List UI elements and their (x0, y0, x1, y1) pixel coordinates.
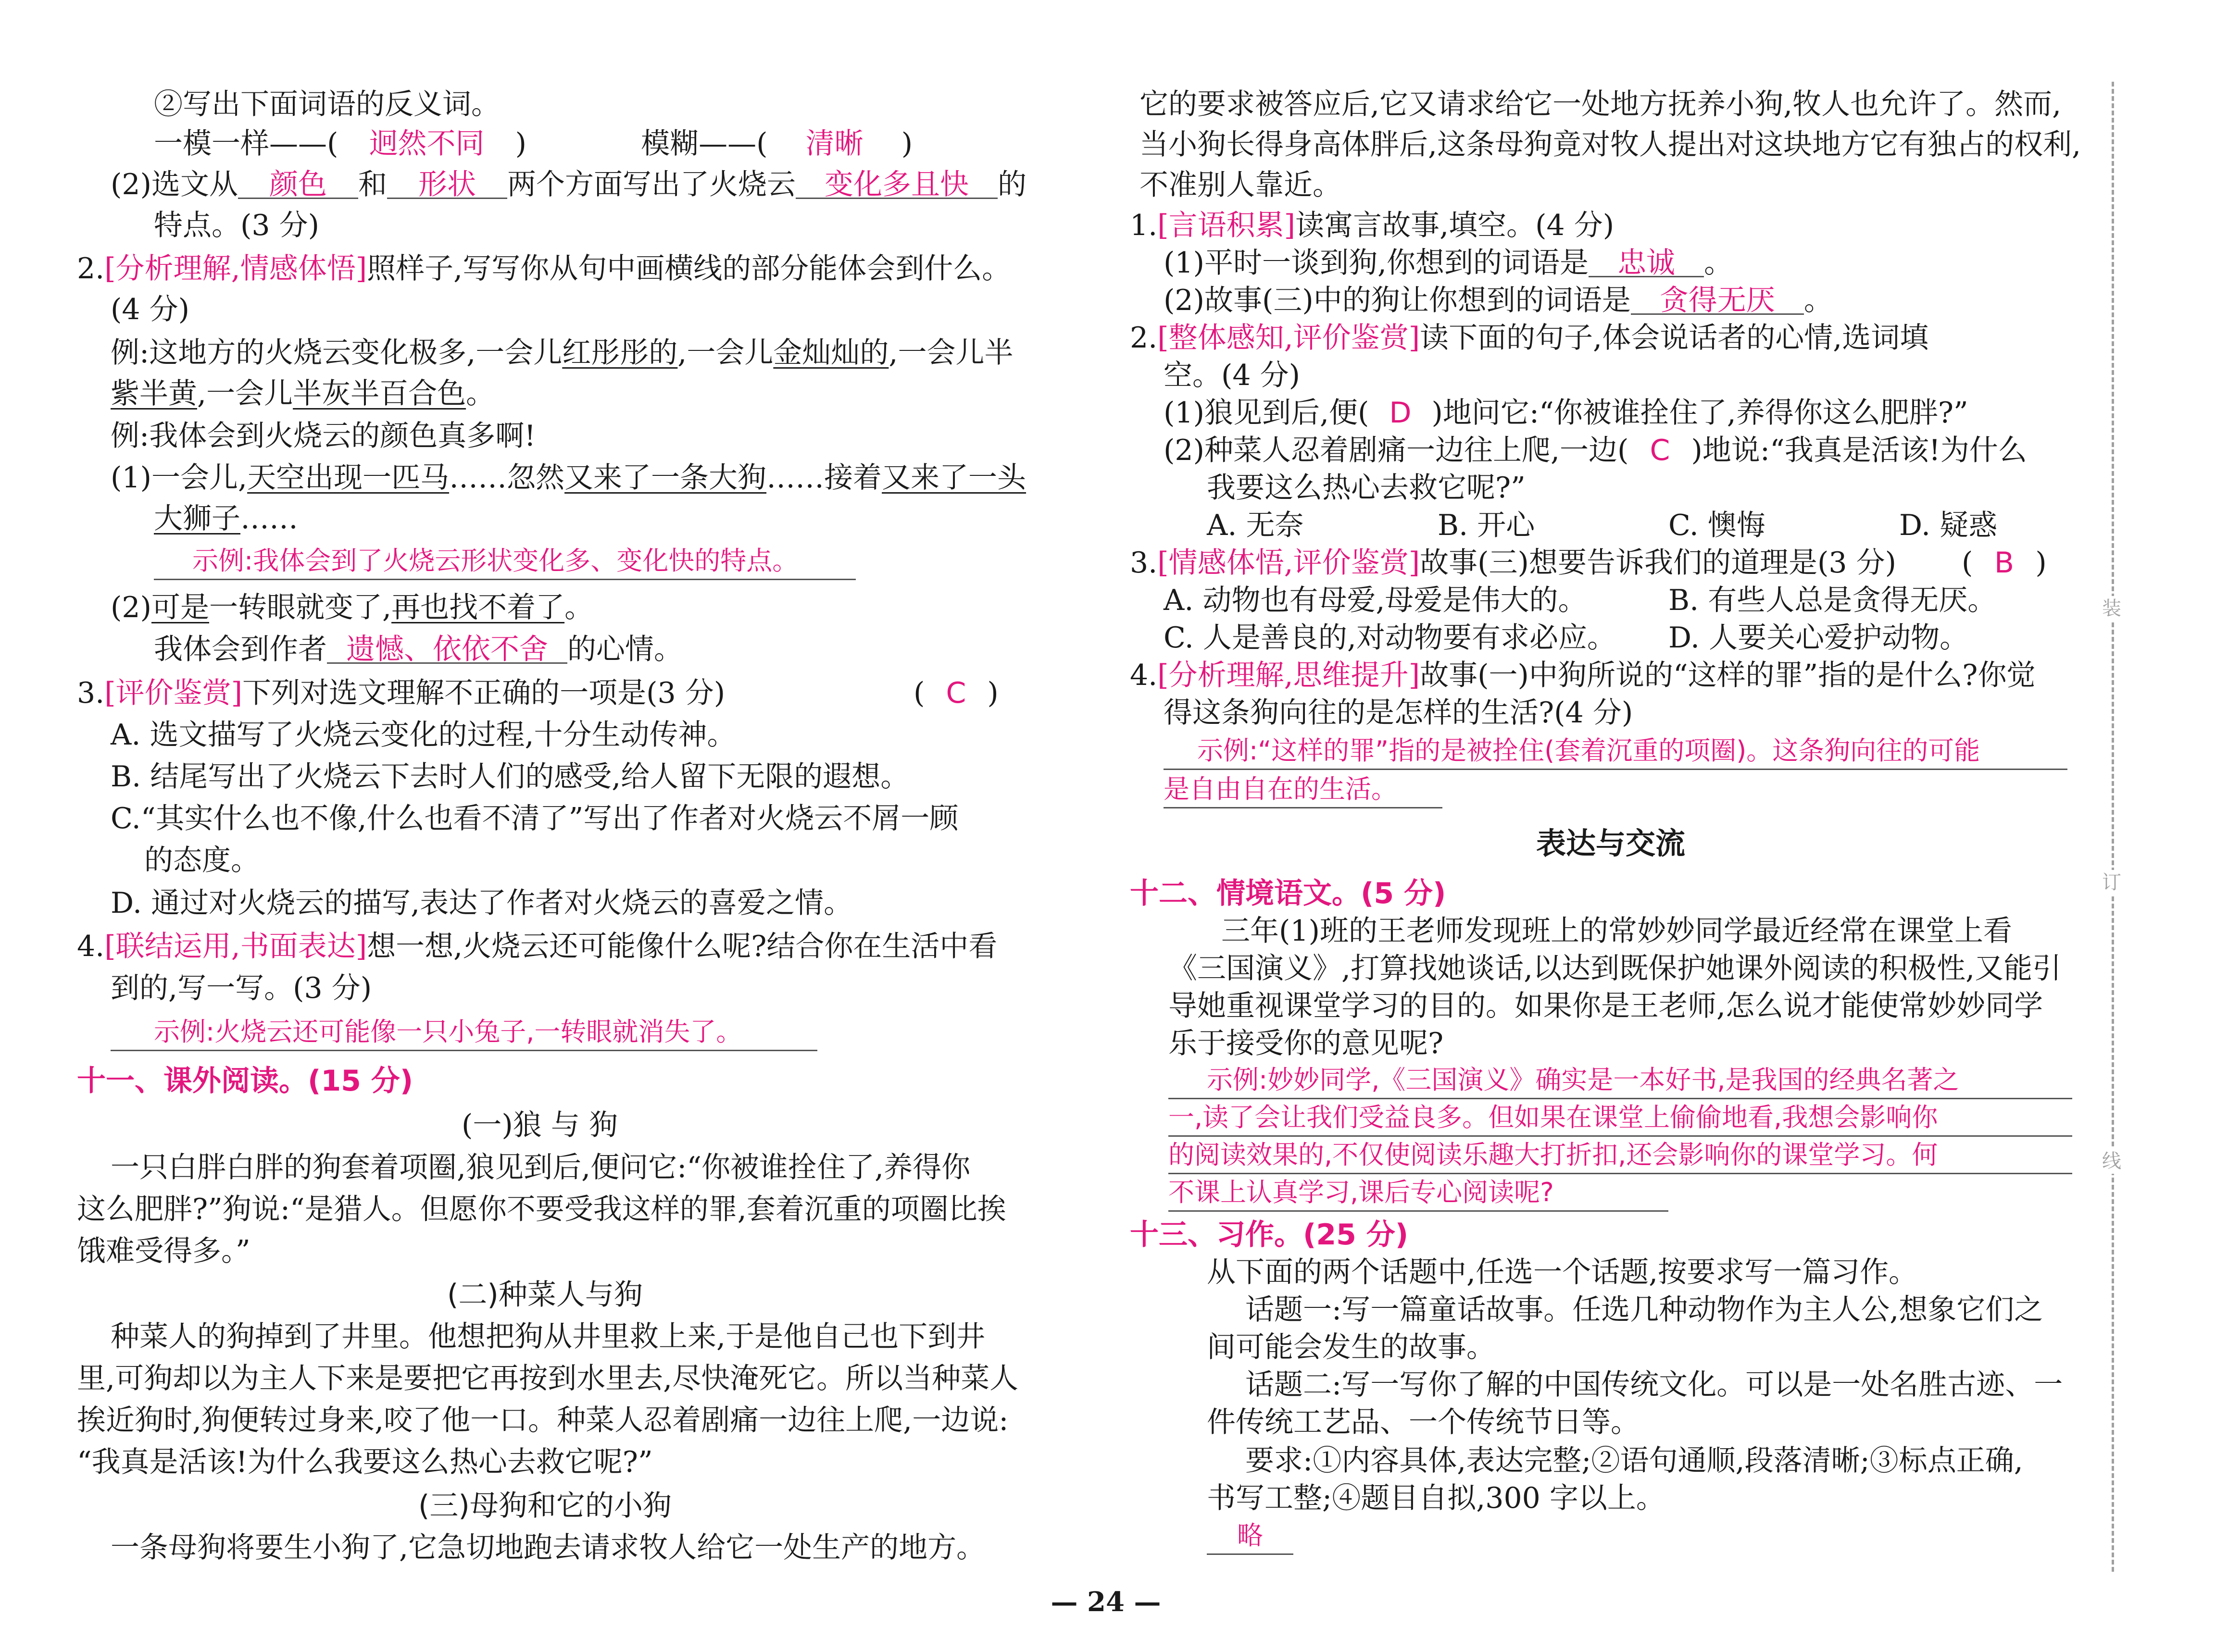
r3-option-d: D. 人要关心爱护动物。 (1668, 621, 1969, 655)
r2-a-pre: (1)狼见到后,便( (1164, 396, 1369, 430)
antonym1-word: 一模一样——( (154, 127, 338, 161)
story3-p2: 它的要求被答应后,它又请求给它一处地方抚养小狗,牧人也允许了。然而, (1139, 87, 2062, 121)
ex1-text-c: ,一会儿 (677, 336, 774, 370)
r4-answer-line2: 是自由自在的生活。 (1164, 771, 1442, 808)
s12-p3: 导她重视课堂学习的目的。如果你是王老师,怎么说才能使常妙妙同学 (1168, 989, 2043, 1023)
r3-answer: B (1994, 546, 2014, 580)
s12-p4: 乐于接受你的意见呢? (1168, 1027, 1444, 1060)
r4-tag: [分析理解,思维提升] (1157, 658, 1420, 692)
r1-number: 1. (1130, 209, 1158, 242)
ex1-underline-red: 红彤彤的 (562, 336, 678, 370)
s13-topic2-line2: 件传统工艺品、一个传统节日等。 (1207, 1405, 1640, 1439)
q3-text: 下列对选文理解不正确的一项是(3 分) (242, 676, 726, 710)
s12-p1: 三年(1)班的王老师发现班上的常妙妙同学最近经常在课堂上看 (1221, 914, 2012, 948)
q3-option-d: D. 通过对火烧云的描写,表达了作者对火烧云的喜爱之情。 (111, 886, 853, 920)
r4-title (1130, 657, 2035, 694)
antonym-row (154, 125, 913, 162)
s12-answer-line1: 示例:妙妙同学,《三国演义》确实是一本好书,是我国的经典名著之 (1168, 1062, 2072, 1099)
antonym2-word: 模糊——( (641, 127, 768, 161)
r3-option-b: B. 有些人总是贪得无厌。 (1668, 584, 1997, 617)
r1-a-answer: 忠诚 (1589, 244, 1704, 277)
s2-l2a: 我体会到作者 (154, 633, 327, 666)
r3-option-c: C. 人是善良的,对动物要有求必应。 (1164, 621, 1616, 655)
sentence2-line2 (154, 631, 683, 668)
ex1-text-e: ,一会儿半 (889, 336, 1014, 370)
r1-a (1164, 244, 1733, 282)
r3-paren-right: ) (2035, 546, 2047, 580)
q2a-row (111, 166, 1026, 203)
q3-option-b: B. 结尾写出了火烧云下去时人们的感受,给人留下无限的遐想。 (111, 760, 910, 794)
r1-title (1130, 207, 1614, 244)
s13-requirements-line1: 要求:①内容具体,表达完整;②语句通顺,段落清晰;③标点正确, (1245, 1444, 2023, 1478)
q2a-mid1: 和 (358, 168, 387, 201)
story2-p2: 里,可狗却以为主人下来是要把它再按到水里去,尽快淹死它。所以当种菜人 (77, 1362, 1019, 1395)
q4-number: 4. (77, 930, 105, 963)
r2-a-answer: D (1389, 396, 1412, 430)
r2-a (1164, 394, 1968, 432)
r2-option-d: D. 疑惑 (1899, 509, 1998, 542)
s13-answer: 略 (1207, 1518, 1293, 1555)
q2-number: 2. (77, 252, 105, 286)
antonym2-close: ) (901, 127, 913, 161)
r1-b-pre: (2)故事(三)中的狗让你想到的词语是 (1164, 284, 1631, 317)
story1-title: (一)狼 与 狗 (462, 1108, 618, 1142)
sentence1-line2 (154, 500, 298, 537)
q3-tag: [评价鉴赏] (104, 676, 243, 710)
s13-intro: 从下面的两个话题中,任选一个话题,按要求写一篇习作。 (1207, 1255, 1918, 1289)
r1-b-answer: 贪得无厌 (1631, 282, 1804, 315)
q2a-answer-change: 变化多且快 (796, 166, 998, 199)
r3-answer-box (1962, 544, 2047, 582)
r1-a-post: 。 (1704, 246, 1733, 280)
r2-b (1164, 432, 2027, 469)
s1-a: (1)一会儿, (111, 461, 248, 495)
q4-text: 想一想,火烧云还可能像什么呢?结合你在生活中看 (367, 930, 998, 963)
q3-answer-box (914, 674, 999, 712)
r2-b-line2: 我要这么热心去救它呢?” (1207, 471, 1526, 505)
q2a-pre: (2)选文从 (111, 168, 238, 201)
story2-p3: 挨近狗时,狗便转过身来,咬了他一口。种菜人忍着剧痛一边往上爬,一边说: (77, 1404, 1009, 1437)
s12-answer-line3: 的阅读效果的,不仅使阅读乐趣大打折扣,还会影响你的课堂学习。何 (1168, 1137, 2072, 1174)
antonym2-answer: 清晰 (805, 127, 864, 161)
expression-heading: 表达与交流 (1536, 826, 1685, 861)
s2-l2b: 的心情。 (567, 633, 683, 666)
story1-p3: 饿难受得多。” (77, 1234, 250, 1268)
r2-b-pre: (2)种菜人忍着剧痛一边往上爬,一边( (1164, 434, 1629, 467)
ex1-text-a: 例:这地方的火烧云变化极多,一会儿 (111, 336, 563, 370)
q2-title (77, 250, 1011, 287)
q2a-line2: 特点。(3 分) (154, 209, 320, 242)
r1-b-post: 。 (1803, 284, 1833, 317)
s2-answer: 遗憾、依依不舍 (327, 631, 567, 664)
r3-number: 3. (1130, 546, 1158, 580)
s1-ellipsis: …… (240, 502, 298, 535)
s12-answer-line4: 不课上认真学习,课后专心阅读呢? (1168, 1175, 1668, 1212)
story3-p4: 不准别人靠近。 (1139, 168, 1341, 202)
story3-p3: 当小狗长得身高体胖后,这条母狗竟对牧人提出对这块地方它有独占的权利, (1139, 128, 2081, 161)
r1-b (1164, 282, 1833, 319)
q2-text: 照样子,写写你从句中画横线的部分能体会到什么。 (367, 252, 1011, 286)
r2-option-a: A. 无奈 (1207, 509, 1304, 542)
s1-e: ……接着 (766, 461, 882, 495)
s1-underline-lion2: 大狮子 (154, 502, 240, 535)
r2-number: 2. (1130, 321, 1158, 355)
story1-p1: 一只白胖白胖的狗套着项圈,狼见到后,便问它:“你被谁拴住了,养得你 (111, 1151, 971, 1184)
r4-number: 4. (1130, 658, 1158, 692)
ex1-text-b2: ,一会儿 (197, 377, 293, 410)
q2a-answer-shape: 形状 (387, 166, 507, 199)
s13-topic1-line1: 话题一:写一篇童话故事。任选几种动物作为主人公,想象它们之 (1245, 1293, 2043, 1327)
s2-underline-gone: 再也找不着了 (391, 591, 565, 624)
q3-answer: C (946, 676, 966, 710)
q4-tag: [联结运用,书面表达] (104, 930, 367, 963)
antonym1-answer: 迥然不同 (369, 127, 485, 161)
binding-mark-zhuang: 装 (2099, 596, 2124, 621)
r3-paren-left: ( (1962, 546, 1973, 580)
ex1-underline-grey: 半灰半百合色 (293, 377, 466, 410)
s1-underline-dog: 又来了一条大狗 (564, 461, 767, 495)
story2-p1: 种菜人的狗掉到了井里。他想把狗从井里救上来,于是他自己也下到井 (111, 1320, 986, 1354)
q3-paren-left: ( (914, 676, 925, 710)
r2-line2: 空。(4 分) (1164, 359, 1301, 392)
story1-p2: 这么肥胖?”狗说:“是猎人。但愿你不要受我这样的罪,套着沉重的项圈比挨 (77, 1192, 1006, 1226)
q4-answer: 示例:火烧云还可能像一只小兔子,一转眼就消失了。 (111, 1014, 817, 1051)
q2a-answer-color: 颜色 (238, 166, 358, 199)
s2-underline-but: 可是 (151, 591, 209, 624)
ex1-text-d2: 。 (466, 377, 495, 410)
s13-requirements-line2: 书写工整;④题目自拟,300 字以上。 (1207, 1481, 1665, 1515)
binding-mark-ding: 订 (2099, 870, 2124, 895)
binding-mark-xian: 线 (2099, 1149, 2124, 1174)
antonym-question: ②写出下面词语的反义词。 (154, 87, 500, 121)
ex1-underline-purple: 紫半黄 (111, 377, 197, 410)
q4-title (77, 928, 997, 965)
r3-option-a: A. 动物也有母爱,母爱是伟大的。 (1164, 584, 1587, 617)
r3-tag: [情感体悟,评价鉴赏] (1157, 546, 1420, 580)
sentence1-answer: 示例:我体会到了火烧云形状变化多、变化快的特点。 (154, 543, 856, 580)
story2-title: (二)种菜人与狗 (447, 1278, 643, 1312)
example1-line1 (111, 334, 1013, 372)
r2-b-post: )地说:“我真是活该!为什么 (1691, 434, 2027, 467)
r4-answer-line1: 示例:“这样的罪”指的是被拴住(套着沉重的项圈)。这条狗向往的可能 (1164, 733, 2067, 770)
story3-title: (三)母狗和它的小狗 (418, 1489, 672, 1523)
r1-text: 读寓言故事,填空。(4 分) (1295, 209, 1615, 242)
r2-option-c: C. 懊悔 (1668, 509, 1765, 542)
story2-p4: “我真是活该!为什么我要这么热心去救它呢?” (77, 1445, 653, 1479)
r3-text: 故事(三)想要告诉我们的道理是(3 分) (1420, 546, 1897, 580)
binding-fold-line (2112, 82, 2114, 1572)
section-11-title: 十一、课外阅读。(15 分) (77, 1064, 413, 1098)
q3-option-c-line2: 的态度。 (144, 844, 260, 877)
r2-a-post: )地问它:“你被谁拴住了,养得你这么肥胖?” (1431, 396, 1968, 430)
s1-c: ……忽然 (449, 461, 565, 495)
s1-underline-lion: 又来了一头 (882, 461, 1026, 495)
r1-tag: [言语积累] (1157, 209, 1296, 242)
r3-title (1130, 544, 2082, 582)
q4-line2: 到的,写一写。(3 分) (111, 971, 372, 1005)
r2-text: 读下面的句子,体会说话者的心情,选词填 (1420, 321, 1929, 355)
q2-score: (4 分) (111, 293, 190, 326)
sentence2-line1 (111, 589, 593, 626)
section-13-title: 十三、习作。(25 分) (1130, 1218, 1409, 1252)
s2-c: 一转眼就变了, (209, 591, 392, 624)
s1-underline-horse: 天空出现一匹马 (247, 461, 450, 495)
q2a-mid2: 两个方面写出了火烧云 (507, 168, 796, 201)
s12-answer-line2: 一,读了会让我们受益良多。但如果在课堂上偷偷地看,我想会影响你 (1168, 1100, 2072, 1137)
q3-title (77, 674, 1014, 712)
r1-a-pre: (1)平时一谈到狗,你想到的词语是 (1164, 246, 1589, 280)
q3-option-a: A. 选文描写了火烧云变化的过程,十分生动传神。 (111, 718, 736, 752)
s12-p2: 《三国演义》,打算找她谈话,以达到既保护她课外阅读的积极性,又能引 (1168, 952, 2062, 985)
r2-option-b: B. 开心 (1438, 509, 1535, 542)
s2-e: 。 (564, 591, 594, 624)
ex1-underline-gold: 金灿灿的 (773, 336, 889, 370)
q3-option-c-line1: C.“其实什么也不像,什么也看不清了”写出了作者对火烧云不屑一顾 (111, 802, 959, 835)
r2-b-answer: C (1650, 434, 1670, 467)
sentence1-line1 (111, 459, 1026, 497)
s2-a: (2) (111, 591, 151, 624)
r2-tag: [整体感知,评价鉴赏] (1157, 321, 1420, 355)
page-number: — 24 — (1051, 1586, 1161, 1618)
r4-line2: 得这条狗向往的是怎样的生活?(4 分) (1164, 696, 1633, 730)
r4-text: 故事(一)中狗所说的“这样的罪”指的是什么?你觉 (1420, 658, 2036, 692)
r2-title (1130, 319, 1928, 357)
q2a-post: 的 (998, 168, 1026, 201)
q3-number: 3. (77, 676, 105, 710)
q3-paren-right: ) (987, 676, 999, 710)
s13-topic1-line2: 间可能会发生的故事。 (1207, 1330, 1495, 1364)
section-12-title: 十二、情境语文。(5 分) (1130, 877, 1446, 910)
example1-line2 (111, 375, 495, 412)
s13-topic2-line1: 话题二:写一写你了解的中国传统文化。可以是一处名胜古迹、一 (1245, 1368, 2063, 1402)
antonym1-close: ) (515, 127, 526, 161)
story3-p1: 一条母狗将要生小狗了,它急切地跑去请求牧人给它一处生产的地方。 (111, 1531, 986, 1565)
q2-tag: [分析理解,情感体悟] (104, 252, 367, 286)
example2: 例:我体会到火烧云的颜色真多啊! (111, 419, 536, 453)
